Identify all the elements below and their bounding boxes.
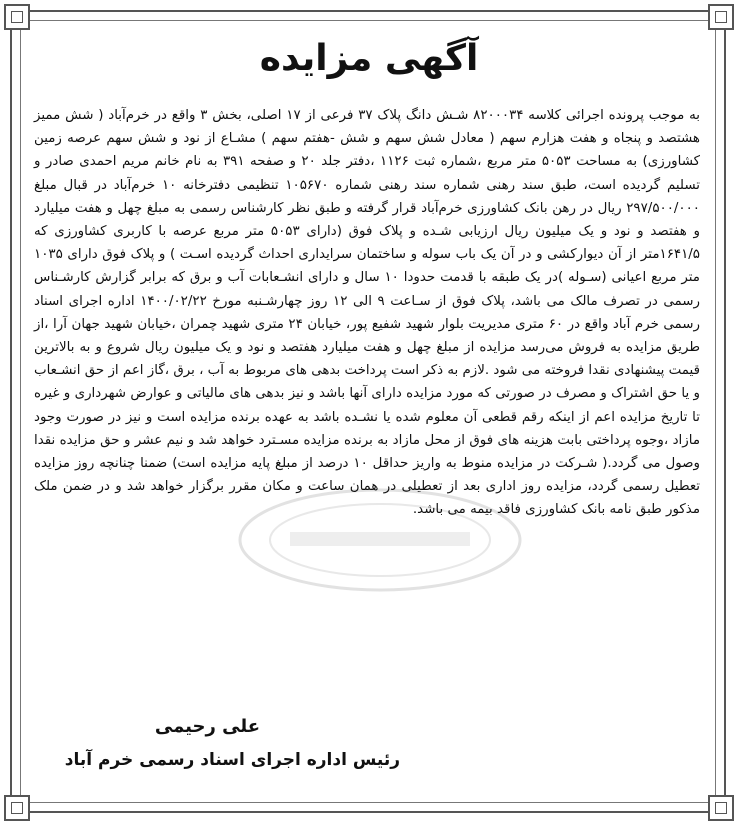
notice-title: آگهی مزایده (259, 38, 479, 79)
corner-ornament-top-left (4, 4, 30, 30)
corner-ornament-bottom-left (4, 795, 30, 821)
signer-title: رئیس اداره اجرای اسناد رسمی خرم آباد (64, 750, 400, 770)
notice-body: به موجب پرونده اجرائی کلاسه ۸۲۰۰۰۳۴ شـش دانگ پلاک ۳۷ فرعی از ۱۷ اصلی، بخش ۳ واقع در خرم‌آباد ( شش ممیز هشتصد و پنجاه و هفت هزارم سهم ( معادل شش سهم و شش -هفتم سهم ) مشـاع از نود و شش سهم عرصه زمین کشاورزی) به مساحت ۵۰۵۳ متر مربع ،شماره ثبت ۱۱۲۶ ،دفتر جلد ۲۰ و صفحه ۳۹۱ به نام خانم مریم احمدی صادر و تسلیم گردیده است، طبق سند رهنی شماره سند رهنی شماره ۱۰۵۶۷۰ تنظیمی دفترخانه ۱۰ خرم‌آباد در قبال مبلغ ۲۹۷/۵۰۰/۰۰۰ ریال در رهن بانک کشاورزی خرم‌آباد قرار گرفته و طبق نظر کارشناس رسمی به مبلغ چهل و هفت میلیارد و هفتصد و نود و یک میلیون ریال ارزیابی شـده و پلاک فوق (دارای ۵۰۵۳ متر مربع عرصه با کاربری کشاورزی که ۱۶۴۱/۵متر از آن دیوارکشی و در آن یک باب سوله و ساختمان سرایداری احداث گردیده اسـت ) و پلاک فوق دارای ۱۰۳۵ متر مربع اعیانی (سـوله )در یک طبقه با قدمت حدودا ۱۰ سال و دارای انشـعابات آب و برق که برابر گزارش کارشـناس رسمی در تصرف مالک می باشد، پلاک فوق از سـاعت ۹ الی ۱۲ روز چهارشـنبه مورخ ۱۴۰۰/۰۲/۲۲ اداره اجرای اسناد رسمی خرم آباد واقع در ۶۰ متری مدیریت بلوار شهید شفیع پور، خیابان ۲۴ متری شهید چمران ،خیابان شهید جهان آرا ،از طریق مزایده به فروش می‌رسد مزایده از مبلغ چهل و هفت میلیارد هفتصد و نود و یک میلیون ریال شروع و به بالاترین قیمت پیشنهادی نقدا فروخته می شود .لازم به ذکر است پرداخت بدهی های مربوط به آب ، برق ،گاز اعم از حق انشـعاب و یا حق اشتراک و مصرف در صورتی که مورد مزایده دارای آنها باشد و نیز بدهی های مالیاتی و عوارض شهرداری و غیره تا تاریخ مزایده اعم از اینکه رقم قطعی آن معلوم شده یا نشـده باشد به عهده برنده مزایده است و نیز در صورت وجود مازاد ،وجوه پرداختی بابت هزینه های فوق از محل مازاد به برنده مزایده مسـترد خواهد شد و نیم عشر و حق مزایده نقدا وصول می گردد.( شـرکت در مزایده منوط به واریز حداقل ۱۰ درصد از مبلغ پایه مزایده است) ضمنا چنانچه روز مزایده تعطیل رسمی گردد، مزایده روز اداری بعد از تعطیلی در همان ساعت و مکان مقرر برگزار خواهد شد و در ضمن ملک مذکور طبق نامه بانک کشاورزی فاقد بیمه می باشد. (34, 108, 701, 518)
corner-ornament-bottom-right (708, 795, 734, 821)
signer-name: علی رحیمی (154, 716, 260, 737)
corner-ornament-top-right (708, 4, 734, 30)
